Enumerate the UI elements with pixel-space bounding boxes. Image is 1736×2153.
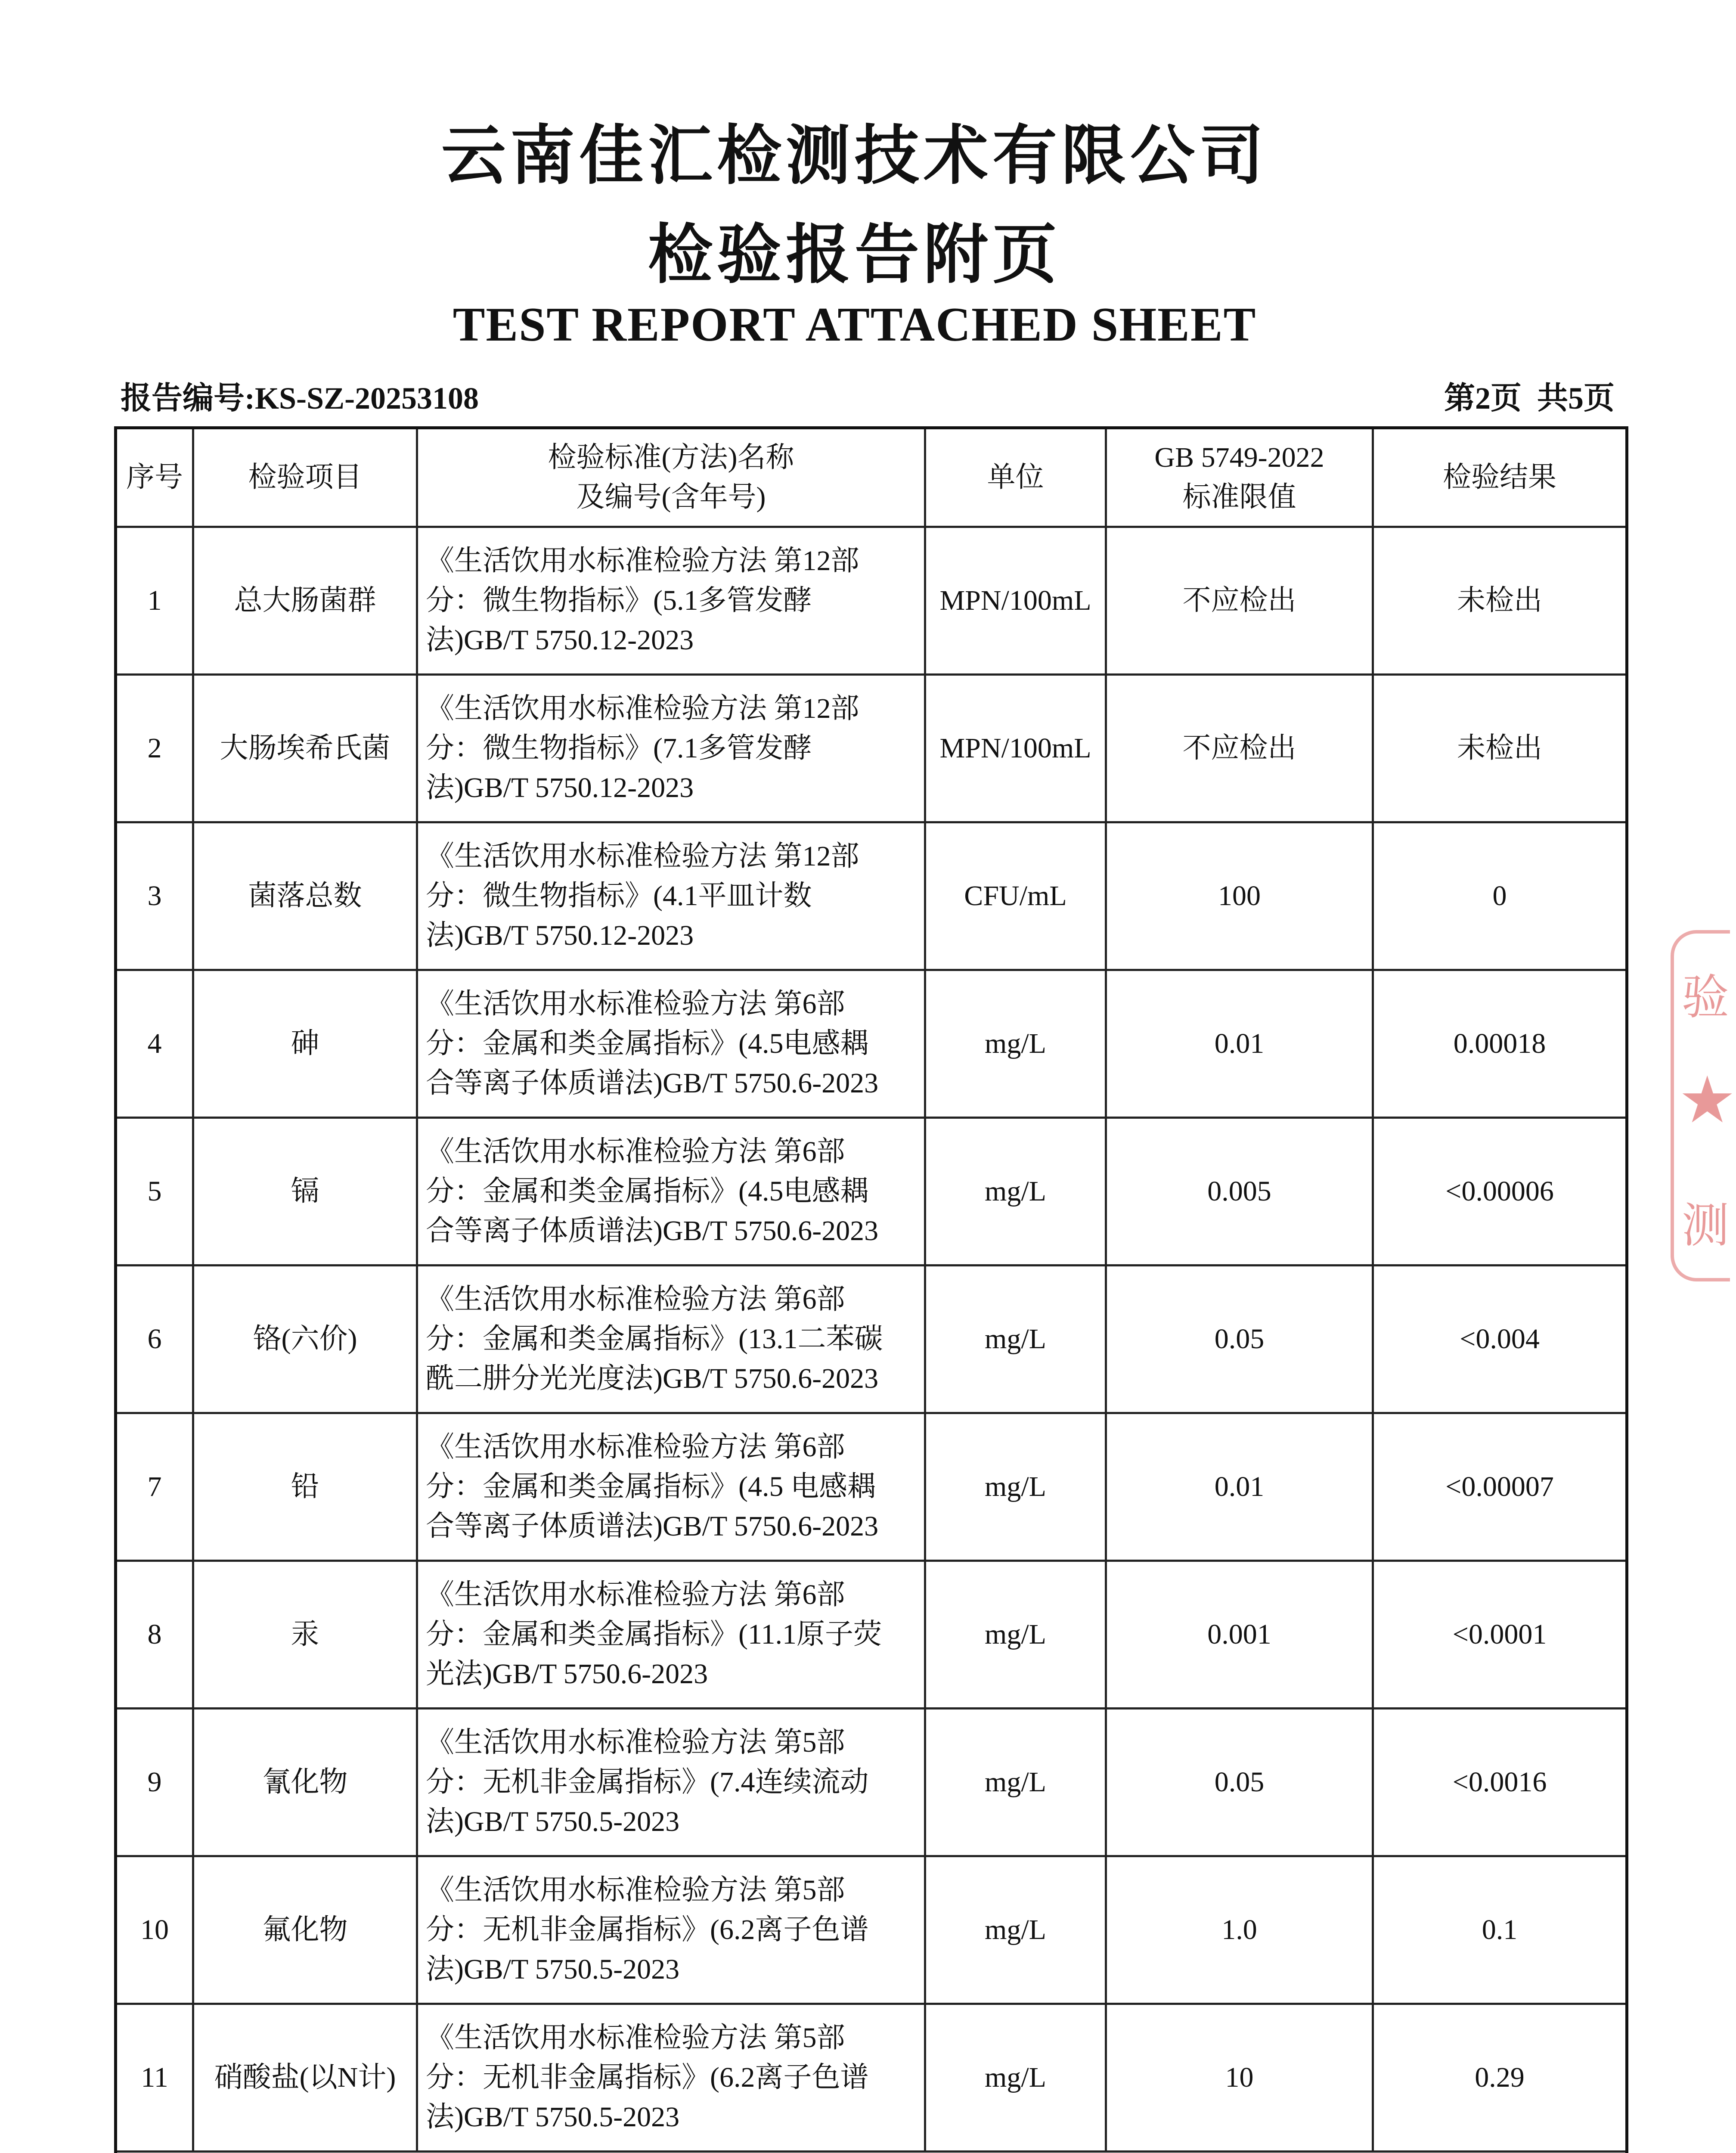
row-number: 6 [116, 1266, 193, 1413]
seal-glyph-top: 验 [1682, 970, 1729, 1025]
unit: MPN/100mL [925, 675, 1106, 822]
test-method-line1: 《生活饮用水标准检验方法 第6部 [426, 1579, 845, 1610]
test-item: 汞 [193, 1561, 417, 1709]
table-row [116, 527, 1627, 675]
row-number: 8 [116, 1561, 193, 1709]
test-item: 铅 [193, 1413, 417, 1561]
test-item: 氰化物 [193, 1709, 417, 1856]
test-item: 氟化物 [193, 1856, 417, 2004]
test-result: <0.0016 [1373, 1709, 1627, 1856]
header-method-line1: 检验标准(方法)名称 [548, 442, 794, 473]
test-method-line1: 《生活饮用水标准检验方法 第5部 [426, 1874, 845, 1906]
test-method-line1: 《生活饮用水标准检验方法 第6部 [426, 1284, 845, 1315]
header-limit-line1: GB 5749-2022 [1154, 442, 1324, 473]
test-item: 菌落总数 [193, 822, 417, 970]
test-result: 未检出 [1373, 527, 1627, 675]
test-result: <0.004 [1373, 1266, 1627, 1413]
row-number: 9 [116, 1709, 193, 1856]
test-method-line1: 《生活饮用水标准检验方法 第5部 [426, 1727, 845, 1758]
unit: mg/L [925, 1856, 1106, 2004]
row-number: 4 [116, 970, 193, 1118]
test-method-line3: 合等离子体质谱法)GB/T 5750.6-2023 [426, 1067, 879, 1099]
header-limit-line2: 标准限值 [1182, 481, 1296, 513]
table-row [116, 1561, 1627, 1709]
test-method [417, 1561, 925, 1709]
table-footer-row [116, 2152, 1627, 2153]
page-total: 共5页 [1537, 381, 1615, 416]
seal-stamp [1671, 930, 1736, 1281]
standard-limit: 0.05 [1106, 1266, 1373, 1413]
test-method [417, 1413, 925, 1561]
test-method [417, 2004, 925, 2152]
header-method-line2: 及编号(含年号) [576, 481, 766, 513]
test-method-line2: 分：金属和类金属指标》(4.5电感耦 [426, 1028, 869, 1059]
test-method [417, 1118, 925, 1266]
seal-glyph-bottom: 测 [1682, 1198, 1729, 1253]
header-seq: 序号 [116, 428, 193, 527]
standard-limit: 不应检出 [1106, 527, 1373, 675]
standard-limit: 不应检出 [1106, 675, 1373, 822]
standard-limit: 0.005 [1106, 1118, 1373, 1266]
test-method-line1: 《生活饮用水标准检验方法 第5部 [426, 2022, 845, 2054]
test-result: 0.1 [1373, 1856, 1627, 2004]
test-method-line2: 分：无机非金属指标》(7.4连续流动 [426, 1766, 869, 1798]
row-number: 2 [116, 675, 193, 822]
header-method [417, 428, 925, 527]
standard-limit: 0.01 [1106, 970, 1373, 1118]
unit: mg/L [925, 1413, 1106, 1561]
test-method [417, 970, 925, 1118]
row-number: 7 [116, 1413, 193, 1561]
test-method [417, 1709, 925, 1856]
test-method [417, 822, 925, 970]
unit: mg/L [925, 1709, 1106, 1856]
header-limit [1106, 428, 1373, 527]
unit: mg/L [925, 970, 1106, 1118]
test-method-line2: 分：无机非金属指标》(6.2离子色谱 [426, 1914, 869, 1945]
test-method [417, 1856, 925, 2004]
unit: mg/L [925, 1118, 1106, 1266]
test-method [417, 527, 925, 675]
page-indicator [1444, 373, 1615, 418]
test-method-line1: 《生活饮用水标准检验方法 第6部 [426, 1431, 845, 1463]
test-method-line2: 分：无机非金属指标》(6.2离子色谱 [426, 2062, 869, 2093]
table-row [116, 1413, 1627, 1561]
results-table [114, 426, 1628, 2153]
test-method-line3: 法)GB/T 5750.5-2023 [426, 2101, 680, 2133]
page-number: 第2页 [1444, 381, 1522, 416]
table-row [116, 822, 1627, 970]
header-unit: 单位 [925, 428, 1106, 527]
test-method-line3: 合等离子体质谱法)GB/T 5750.6-2023 [426, 1511, 879, 1542]
test-method-line2: 分：微生物指标》(7.1多管发酵 [426, 732, 812, 764]
test-item: 大肠埃希氏菌 [193, 675, 417, 822]
sheet-title-en: TEST REPORT ATTACHED SHEET [453, 298, 1257, 351]
star-icon: ★ [1678, 1063, 1736, 1138]
table-row [116, 2004, 1627, 2152]
test-method-line2: 分：金属和类金属指标》(11.1原子荧 [426, 1619, 882, 1650]
row-number: 5 [116, 1118, 193, 1266]
test-method-line3: 酰二肼分光光度法)GB/T 5750.6-2023 [426, 1363, 879, 1394]
test-method-line3: 法)GB/T 5750.12-2023 [426, 772, 694, 803]
standard-limit: 0.01 [1106, 1413, 1373, 1561]
test-method-line1: 《生活饮用水标准检验方法 第12部 [426, 545, 859, 577]
test-method-line2: 分：金属和类金属指标》(4.5 电感耦 [426, 1471, 876, 1502]
header-item: 检验项目 [193, 428, 417, 527]
table-row [116, 675, 1627, 822]
table-row [116, 1118, 1627, 1266]
test-item: 铬(六价) [193, 1266, 417, 1413]
test-item: 砷 [193, 970, 417, 1118]
test-method-line2: 分：金属和类金属指标》(4.5电感耦 [426, 1176, 869, 1207]
table-row [116, 1856, 1627, 2004]
test-item: 镉 [193, 1118, 417, 1266]
test-method-line1: 《生活饮用水标准检验方法 第6部 [426, 988, 845, 1020]
test-method-line1: 《生活饮用水标准检验方法 第6部 [426, 1136, 845, 1167]
unit: mg/L [925, 2004, 1106, 2152]
row-number: 1 [116, 527, 193, 675]
test-result: <0.0001 [1373, 1561, 1627, 1709]
test-item: 总大肠菌群 [193, 527, 417, 675]
standard-limit: 0.001 [1106, 1561, 1373, 1709]
test-method-line3: 法)GB/T 5750.5-2023 [426, 1806, 680, 1837]
unit: mg/L [925, 1266, 1106, 1413]
standard-limit: 10 [1106, 2004, 1373, 2152]
test-method-line2: 分：金属和类金属指标》(13.1二苯碳 [426, 1323, 883, 1355]
row-number: 3 [116, 822, 193, 970]
test-result: 0.00018 [1373, 970, 1627, 1118]
test-method-line1: 《生活饮用水标准检验方法 第12部 [426, 841, 859, 872]
table-row [116, 1709, 1627, 1856]
row-number: 10 [116, 1856, 193, 2004]
report-number: 报告编号:KS-SZ-20253108 [121, 381, 479, 416]
test-method-line3: 法)GB/T 5750.12-2023 [426, 624, 694, 656]
test-result: 0.29 [1373, 2004, 1627, 2152]
test-method-line1: 《生活饮用水标准检验方法 第12部 [426, 693, 859, 724]
test-item: 硝酸盐(以N计) [193, 2004, 417, 2152]
header-result: 检验结果 [1373, 428, 1627, 527]
test-method [417, 675, 925, 822]
test-method-line3: 法)GB/T 5750.12-2023 [426, 920, 694, 951]
table-row [116, 970, 1627, 1118]
test-method-line2: 分：微生物指标》(5.1多管发酵 [426, 585, 812, 616]
row-number: 11 [116, 2004, 193, 2152]
standard-limit: 1.0 [1106, 1856, 1373, 2004]
unit: MPN/100mL [925, 527, 1106, 675]
standard-limit: 0.05 [1106, 1709, 1373, 1856]
test-method-line3: 光法)GB/T 5750.6-2023 [426, 1658, 708, 1690]
unit: CFU/mL [925, 822, 1106, 970]
table-row [116, 1266, 1627, 1413]
unit: mg/L [925, 1561, 1106, 1709]
standard-limit: 100 [1106, 822, 1373, 970]
test-method-line3: 合等离子体质谱法)GB/T 5750.6-2023 [426, 1215, 879, 1247]
company-name: 云南佳汇检测技术有限公司 [441, 118, 1268, 193]
test-result: <0.00007 [1373, 1413, 1627, 1561]
test-result: <0.00006 [1373, 1118, 1627, 1266]
test-method-line3: 法)GB/T 5750.5-2023 [426, 1954, 680, 1985]
test-method-line2: 分：微生物指标》(4.1平皿计数 [426, 880, 812, 912]
test-result: 未检出 [1373, 675, 1627, 822]
sheet-title-cn: 检验报告附页 [648, 217, 1061, 292]
table-header-row [116, 428, 1627, 527]
test-result: 0 [1373, 822, 1627, 970]
continuation-note [116, 2152, 1627, 2153]
test-method [417, 1266, 925, 1413]
